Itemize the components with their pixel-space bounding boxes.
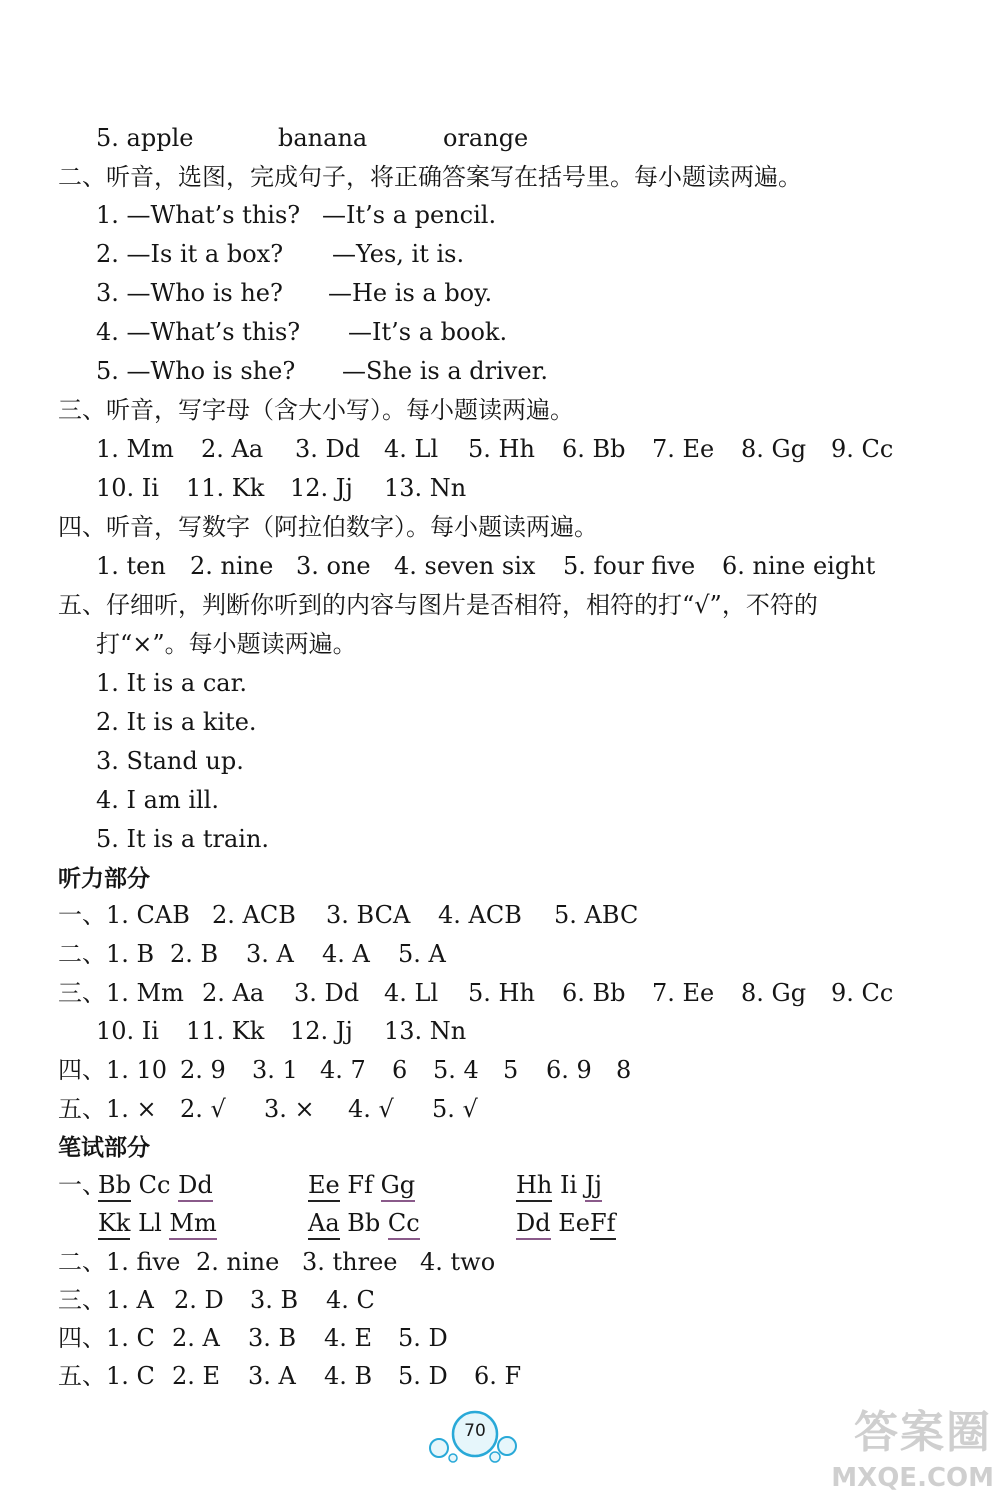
answer-item: 3. B xyxy=(248,1324,297,1352)
answer-item: 一、1. CAB xyxy=(58,901,190,929)
letter-group: Kk xyxy=(98,1209,130,1240)
answer-item: 2. √ xyxy=(180,1095,226,1123)
watermark xyxy=(825,1405,1000,1497)
section-5-title: 五、仔细听，判断你听到的内容与图片是否相符，相符的打“√”，不符的 xyxy=(58,591,818,619)
answer-item: 7. Ee xyxy=(652,979,715,1007)
number-item: 1. ten xyxy=(96,552,166,580)
answer-item: 4. A xyxy=(322,940,370,968)
answer-item: 3. Dd xyxy=(294,979,360,1007)
answer-item: 二、1. five xyxy=(58,1248,181,1276)
answer-item: 5. 4 xyxy=(433,1056,479,1084)
letter-item: 4. Ll xyxy=(384,435,439,463)
answer-item: 4. B xyxy=(324,1362,373,1390)
answer-item: 8. Gg xyxy=(741,979,807,1007)
vocab-word: 5. apple xyxy=(96,124,194,152)
written-heading: 笔试部分 xyxy=(58,1135,150,1161)
answer-item: 4. 7 xyxy=(320,1056,366,1084)
letter-group: Jj xyxy=(585,1171,602,1202)
answer-item: 11. Kk xyxy=(186,1017,265,1045)
page-number: 70 xyxy=(464,1421,486,1441)
statement-item: 4. I am ill. xyxy=(96,786,219,814)
answer: —He is a boy. xyxy=(328,279,493,307)
letter-item: 6. Bb xyxy=(562,435,626,463)
number-item: 3. one xyxy=(296,552,371,580)
section-5-title-cont: 打“×”。每小题读两遍。 xyxy=(96,630,357,658)
answer-item: 3. A xyxy=(248,1362,296,1390)
letter-group: Mm xyxy=(169,1209,216,1240)
section-2-title: 二、听音，选图，完成句子，将正确答案写在括号里。每小题读两遍。 xyxy=(58,163,802,191)
answer-item: 5. Hh xyxy=(468,979,535,1007)
answer-item: 4. E xyxy=(324,1324,373,1352)
question: 3. —Who is he? xyxy=(96,279,283,307)
letter-item: 10. Ii xyxy=(96,474,159,502)
answer-item: 4. C xyxy=(326,1286,375,1314)
number-item: 6. nine eight xyxy=(722,552,876,580)
letter-group: Cc xyxy=(388,1209,420,1240)
letter-group: Cc xyxy=(138,1171,171,1199)
statement-item: 5. It is a train. xyxy=(96,825,270,853)
number-item: 4. seven six xyxy=(394,552,536,580)
answer: —It’s a book. xyxy=(348,318,508,346)
answer-item: 3. A xyxy=(246,940,294,968)
answer-item: 三、1. Mm xyxy=(58,979,184,1007)
answer-item: 3. BCA xyxy=(326,901,411,929)
letter-group: Dd xyxy=(178,1171,213,1202)
answer-item: 四、1. C xyxy=(58,1324,155,1352)
answer-item: 2. 9 xyxy=(180,1056,226,1084)
letter-item: 12. Jj xyxy=(290,474,353,502)
answer-item: 5. A xyxy=(398,940,446,968)
answer-item: 6. 9 xyxy=(546,1056,592,1084)
letter-item: 11. Kk xyxy=(186,474,265,502)
answer-item: 3. × xyxy=(264,1095,315,1123)
letter-group: Hh xyxy=(516,1171,552,1202)
question: 2. —Is it a box? xyxy=(96,240,284,268)
letter-item: 1. Mm xyxy=(96,435,174,463)
question: 5. —Who is she? xyxy=(96,357,296,385)
answer-item: 2. A xyxy=(172,1324,220,1352)
letter-item: 5. Hh xyxy=(468,435,535,463)
answer-item: 12. Jj xyxy=(290,1017,353,1045)
answer-item: 4. Ll xyxy=(384,979,439,1007)
letter-group: Ff xyxy=(590,1209,616,1240)
letter-group: Ii xyxy=(560,1171,578,1199)
answer-item: 5 xyxy=(503,1056,519,1084)
answer-item: 2. B xyxy=(170,940,219,968)
letter-item: 8. Gg xyxy=(741,435,807,463)
answer-item: 2. E xyxy=(172,1362,221,1390)
letter-item: 9. Cc xyxy=(831,435,894,463)
answer: —Yes, it is. xyxy=(332,240,465,268)
letter-group: Dd xyxy=(516,1209,551,1240)
page-number-badge xyxy=(425,1408,525,1468)
answer-item: 2. Aa xyxy=(202,979,265,1007)
answer-item: 10. Ii xyxy=(96,1017,159,1045)
letter-group: Gg xyxy=(381,1171,416,1202)
watermark-site: MXQE.COM xyxy=(831,1463,994,1493)
letter-item: 3. Dd xyxy=(295,435,361,463)
answer: —She is a driver. xyxy=(342,357,549,385)
answer-item: 6. F xyxy=(474,1362,522,1390)
answer-item: 五、1. C xyxy=(58,1362,155,1390)
watermark-logo: 答案圈 xyxy=(854,1407,992,1458)
section-4-title: 四、听音，写数字（阿拉伯数字）。每小题读两遍。 xyxy=(58,513,598,541)
letter-group: Ff xyxy=(347,1171,373,1199)
vocab-word: banana xyxy=(278,124,368,152)
vocab-word: orange xyxy=(443,124,529,152)
letter-group: Bb xyxy=(98,1171,131,1202)
answer: —It’s a pencil. xyxy=(322,201,497,229)
answer-item: 5. D xyxy=(398,1324,448,1352)
question: 4. —What’s this? xyxy=(96,318,301,346)
statement-item: 1. It is a car. xyxy=(96,669,248,697)
letter-item: 7. Ee xyxy=(652,435,715,463)
answer-item: 2. D xyxy=(174,1286,224,1314)
answer-item: 4. ACB xyxy=(438,901,522,929)
answer-item: 4. √ xyxy=(348,1095,394,1123)
letter-group: Bb xyxy=(347,1209,381,1237)
answer-item: 四、1. 10 xyxy=(58,1056,168,1084)
answer-item: 4. two xyxy=(420,1248,496,1276)
answer-item: 8 xyxy=(616,1056,632,1084)
answer-item: 5. √ xyxy=(432,1095,478,1123)
section-3-title: 三、听音，写字母（含大小写）。每小题读两遍。 xyxy=(58,396,574,424)
number-item: 2. nine xyxy=(190,552,274,580)
letter-item: 2. Aa xyxy=(201,435,264,463)
answer-item: 6 xyxy=(392,1056,408,1084)
answer-item: 3. three xyxy=(302,1248,398,1276)
answer-item: 五、1. × xyxy=(58,1095,157,1123)
answer-item: 3. 1 xyxy=(252,1056,298,1084)
statement-item: 2. It is a kite. xyxy=(96,708,257,736)
answer-item: 5. ABC xyxy=(554,901,639,929)
answer-item: 6. Bb xyxy=(562,979,626,1007)
answer-item: 5. D xyxy=(398,1362,448,1390)
answer-item: 3. B xyxy=(250,1286,299,1314)
letter-group: Aa xyxy=(308,1209,340,1240)
letter-item: 13. Nn xyxy=(384,474,467,502)
letter-group: Ee xyxy=(558,1209,590,1237)
letter-group: Ee xyxy=(308,1171,340,1202)
answer-item: 三、1. A xyxy=(58,1286,154,1314)
answer-item: 2. nine xyxy=(196,1248,280,1276)
letter-group: Ll xyxy=(138,1209,162,1237)
row-prefix: 一、 xyxy=(58,1171,106,1199)
number-item: 5. four five xyxy=(563,552,696,580)
answer-item: 2. ACB xyxy=(212,901,296,929)
answer-item: 二、1. B xyxy=(58,940,155,968)
listening-heading: 听力部分 xyxy=(58,866,150,892)
answer-item: 9. Cc xyxy=(831,979,894,1007)
answer-item: 13. Nn xyxy=(384,1017,467,1045)
question: 1. —What’s this? xyxy=(96,201,301,229)
statement-item: 3. Stand up. xyxy=(96,747,244,775)
